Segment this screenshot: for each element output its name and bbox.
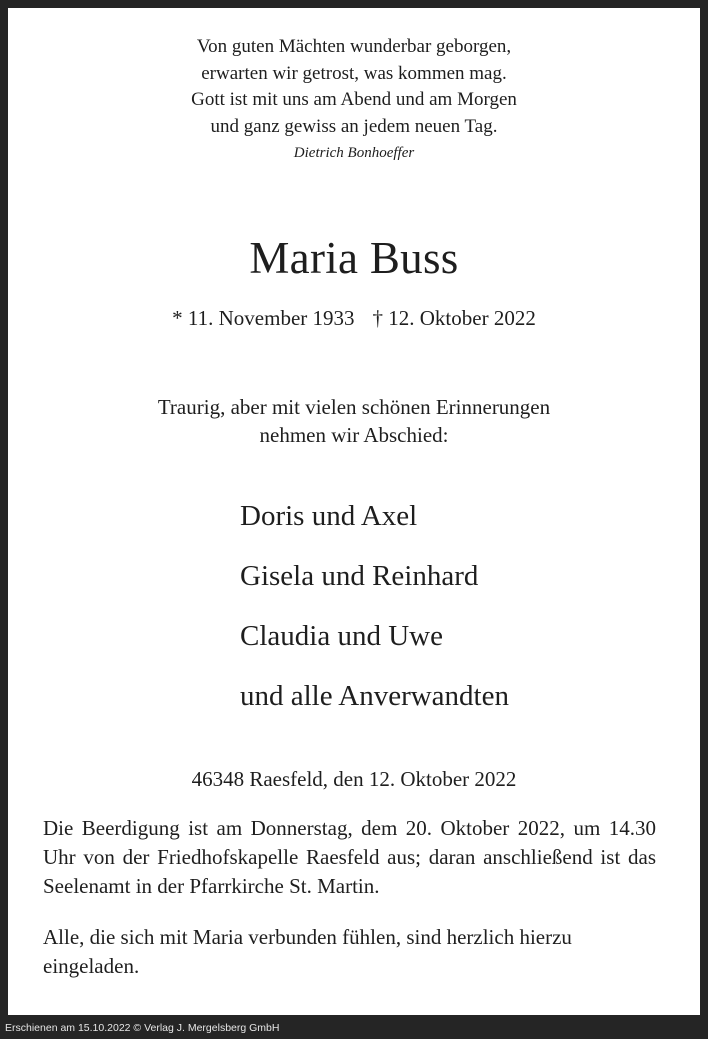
poem-line: erwarten wir getrost, was kommen mag. [201,62,507,84]
poem [8,34,700,140]
place-date: 46348 Raesfeld, den 12. Oktober 2022 [191,767,517,791]
birth-date: * 11. November 1933 [172,306,355,330]
poem-line: und ganz gewiss an jedem neuen Tag. [210,115,498,137]
intro-line: Traurig, aber mit vielen schönen Erinnerungen [157,395,551,419]
deceased-name: Maria Buss [249,233,459,283]
poem-author: Dietrich Bonhoeffer [293,145,415,161]
poem-line: Von guten Mächten wunderbar geborgen, [196,36,512,57]
mourner: Claudia und Uwe [240,620,443,652]
funeral-info: Die Beerdigung ist am Donnerstag, dem 20. Oktober 2022, um 14.30 Uhr von der Friedhofskapelle Raesfeld aus; daran anschließend ist das Seelenamt in der Pfarrkirche St. Martin. [43,816,656,898]
invitation-text: Alle, die sich mit Maria verbunden fühlen, sind herzlich hierzu eingeladen. [43,925,572,978]
farewell-intro [8,393,700,449]
mourner: und alle Anverwandten [240,680,509,712]
mourner: Gisela und Reinhard [240,560,479,592]
poem-line: Gott ist mit uns am Abend und am Morgen [191,89,517,110]
intro-line: nehmen wir Abschied: [259,423,449,447]
mourners-list [240,486,509,726]
obituary-notice [8,8,700,1015]
death-date: † 12. Oktober 2022 [372,306,536,330]
mourner: Doris und Axel [240,500,418,532]
life-dates [8,304,700,332]
publication-footer: Erschienen am 15.10.2022 © Verlag J. Mergelsberg GmbH [5,1022,280,1034]
